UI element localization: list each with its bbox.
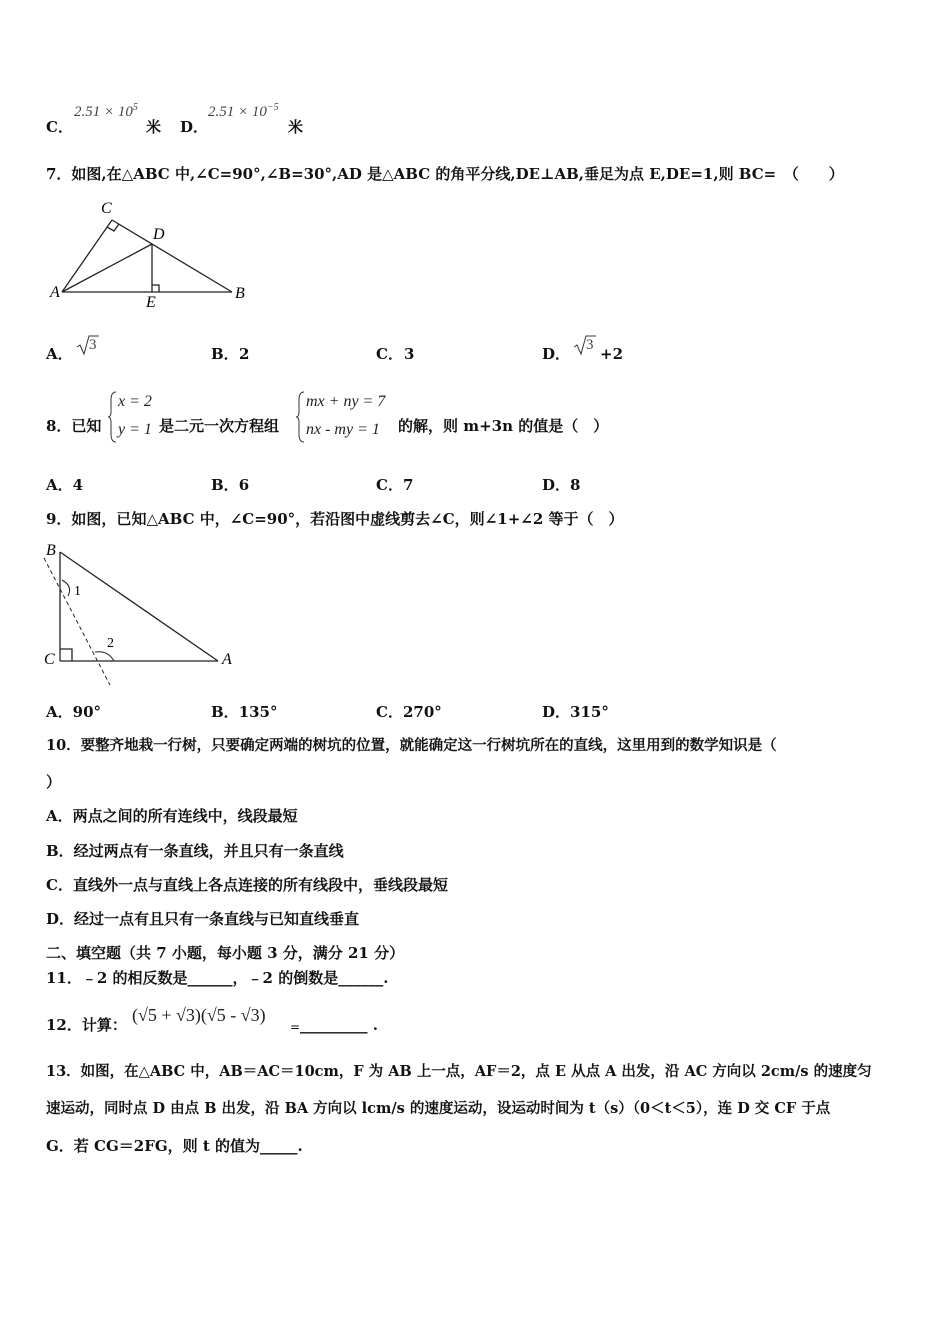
q8-option-d-label: D．	[542, 476, 571, 494]
q8-system1	[118, 388, 152, 444]
q8-system1-brace	[108, 390, 118, 444]
q9-option-a-value: 90°	[72, 703, 102, 721]
q8-prefix: 8．已知	[46, 417, 102, 435]
q8-option-c-value: 7	[402, 476, 414, 494]
q8-option-a-label: A．	[46, 476, 73, 494]
q7-right-angle-e	[152, 285, 159, 292]
q9-label-a: A	[222, 651, 232, 668]
q10-question-line1: 10．要整齐地栽一行树，只要确定两端的树坑的位置，就能确定这一行树坑所在的直线，这里用到的数学知识是（	[46, 737, 777, 754]
q9-option-d	[542, 702, 609, 722]
q8-option-d-value: 8	[570, 476, 581, 494]
q6-option-c-value	[74, 102, 138, 121]
q7-option-b-value: 2	[239, 345, 250, 363]
q6-option-d-label: D．	[180, 118, 209, 136]
q9-label-angle2: 2	[107, 636, 114, 651]
q8-system1-line1: x = 2	[118, 393, 152, 410]
q6-option-c-exponent: 5	[132, 102, 138, 113]
q7-label-d: D	[153, 226, 165, 243]
q12-prefix: 12．计算：	[46, 1016, 127, 1034]
q8-option-a	[46, 475, 83, 495]
q9-option-c	[376, 702, 442, 722]
q7-option-b-label: B．	[211, 345, 239, 363]
q8-system2	[306, 388, 385, 444]
q9-option-d-value: 315°	[570, 703, 609, 721]
q8-system2-line2: nx - my = 1	[306, 421, 380, 438]
q8-system2-brace	[296, 390, 306, 444]
q6-option-c-label: C．	[46, 118, 73, 136]
q9-angle1-arc	[62, 580, 70, 596]
q9-label-b: B	[46, 542, 56, 559]
q6-option-c-mantissa: 2.51 × 10	[74, 104, 133, 120]
q6-option-c-unit: 米	[146, 118, 162, 136]
q9-option-a-label: A．	[46, 703, 73, 721]
q9-option-c-label: C．	[376, 703, 403, 721]
q9-option-b-value: 135°	[238, 703, 278, 721]
section2-heading: 二、填空题（共 7 小题，每小题 3 分，满分 21 分）	[46, 944, 405, 962]
q6-option-d-value	[208, 102, 279, 121]
q8-system1-line2: y = 1	[118, 421, 152, 438]
q13-line2: 速运动，同时点 D 由点 B 出发，沿 BA 方向以 lcm/s 的速度运动，设运动时间为 t（s）（0＜t＜5），连 D 交 CF 于点	[46, 1100, 831, 1117]
q7-option-d-suffix: +2	[600, 345, 624, 363]
q12-equals: =	[290, 1020, 301, 1034]
q6-option-d-unit: 米	[288, 118, 304, 136]
q9-right-angle-c	[60, 649, 72, 661]
q9-question-text: 9．如图，已知△ABC 中，∠C=90°，若沿图中虚线剪去∠C，则∠1+∠2 等于（ ）	[46, 510, 624, 528]
q12-expression: (√5 + √3)(√5 - √3)	[132, 1005, 266, 1025]
q7-option-d-label: D．	[542, 345, 571, 363]
q7-label-a: A	[50, 284, 60, 301]
q10-option-d: D．经过一点有且只有一条直线与已知直线垂直	[46, 910, 360, 928]
q8-system2-line1: mx + ny = 7	[306, 393, 386, 410]
q7-option-c-label: C．	[376, 345, 403, 363]
q10-option-c: C．直线外一点与直线上各点连接的所有线段中，垂线段最短	[46, 876, 448, 894]
q13-line3: G．若 CG＝2FG，则 t 的值为_____.	[46, 1137, 303, 1155]
q8-option-a-value: 4	[72, 476, 84, 494]
q12-answer-blank: _________ .	[300, 1016, 378, 1034]
q7-option-a-value: 3	[89, 337, 97, 353]
q9-angle2-arc	[95, 652, 114, 661]
q8-suffix: 的解，则 m+3n 的值是（ ）	[398, 417, 609, 435]
q8-option-b-label: B．	[211, 476, 239, 494]
q11-question-text: 11．﹣2 的相反数是______，﹣2 的倒数是______.	[46, 969, 389, 987]
q9-option-c-value: 270°	[402, 703, 442, 721]
q8-option-b-value: 6	[238, 476, 250, 494]
q6-option-d-exponent: −5	[266, 102, 279, 113]
q8-option-b	[211, 475, 249, 495]
q10-question-line2: ）	[46, 773, 62, 791]
q10-option-b: B．经过两点有一条直线，并且只有一条直线	[46, 842, 344, 860]
q7-side-ac	[62, 220, 112, 292]
q8-option-c-label: C．	[376, 476, 403, 494]
q9-triangle-figure	[40, 540, 240, 690]
q7-question-text: 7．如图,在△ABC 中,∠C=90°,∠B=30°,AD 是△ABC 的角平分线,DE⊥AB,垂足为点 E,DE=1,则 BC= （ ）	[46, 165, 844, 183]
q8-option-c	[376, 475, 413, 495]
q7-option-d-value: 3	[586, 337, 594, 353]
q10-option-a: A．两点之间的所有连线中，线段最短	[46, 807, 298, 825]
q6-option-d-mantissa: 2.51 × 10	[208, 104, 267, 120]
q7-label-c: C	[101, 200, 112, 217]
q9-option-b-label: B．	[211, 703, 239, 721]
q7-label-e: E	[146, 294, 156, 311]
q8-option-d	[542, 475, 580, 495]
q9-label-c: C	[44, 651, 55, 668]
q8-mid-text: 是二元一次方程组	[159, 417, 280, 435]
q9-option-d-label: D．	[542, 703, 571, 721]
q13-line1: 13．如图，在△ABC 中，AB＝AC＝10cm，F 为 AB 上一点，AF＝2，点 E 从点 A 出发，沿 AC 方向以 2cm/s 的速度匀	[46, 1063, 872, 1080]
q9-side-ba	[60, 552, 218, 661]
q9-option-b	[211, 702, 278, 722]
q7-bisector-ad	[62, 244, 152, 292]
q7-option-c-value: 3	[404, 345, 415, 363]
q7-option-a-label: A．	[46, 345, 73, 363]
q9-option-a	[46, 702, 101, 722]
q7-triangle-figure	[40, 196, 270, 311]
q7-label-b: B	[235, 285, 245, 302]
q9-label-angle1: 1	[74, 584, 81, 599]
